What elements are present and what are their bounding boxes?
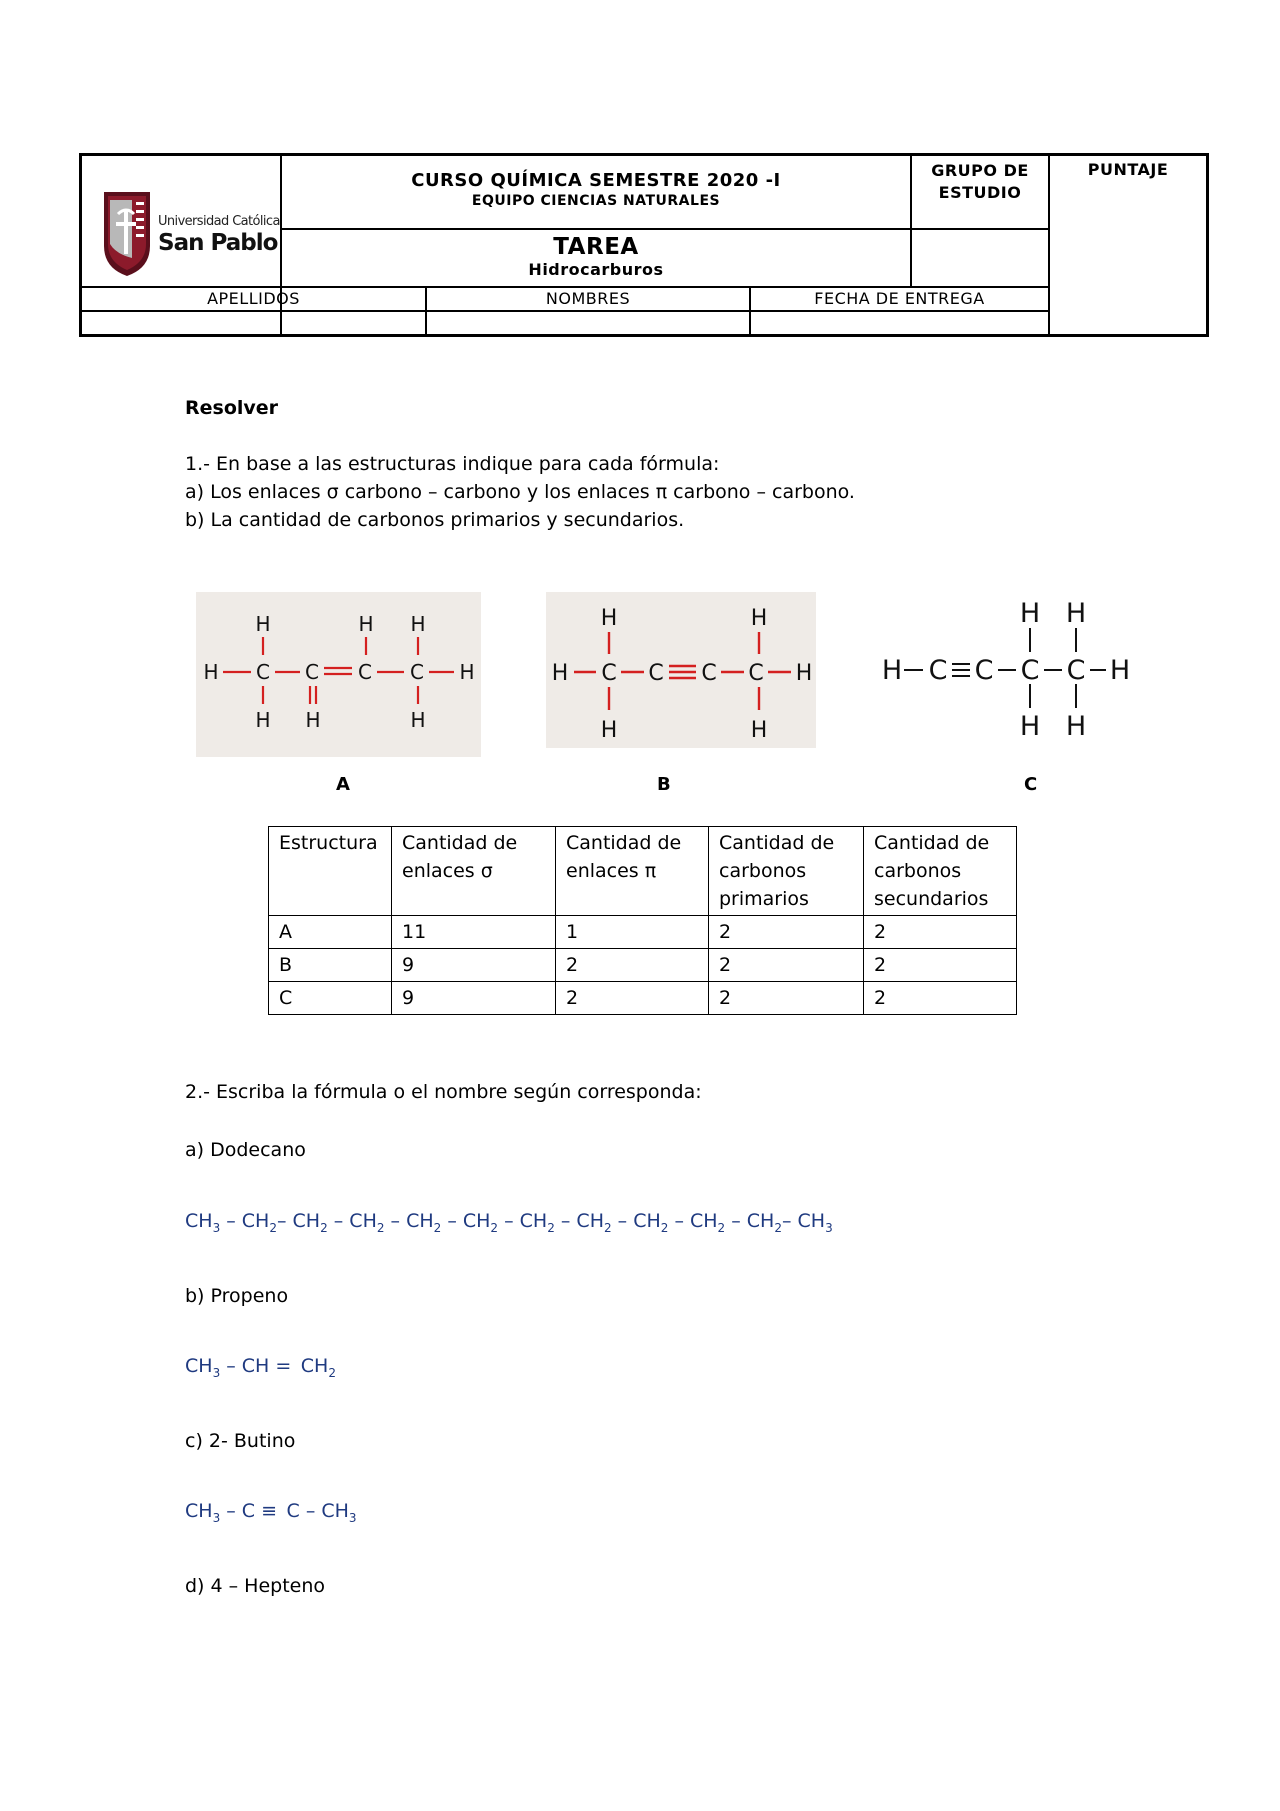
header-text: carbonos <box>874 860 962 882</box>
score-label: PUNTAJE <box>1087 160 1169 179</box>
header-text: primarios <box>719 888 809 910</box>
surname-field[interactable] <box>82 312 425 334</box>
atom-h: H <box>1019 711 1041 742</box>
question-2: 2.- Escriba la fórmula o el nombre según corresponda: <box>185 1081 702 1103</box>
molecule-b <box>546 592 816 748</box>
formula-text: – CH <box>781 1210 826 1232</box>
formula-text: – CH <box>725 1210 775 1232</box>
header-pi <box>556 827 709 916</box>
atom-c: C <box>305 660 319 684</box>
header-secundarios <box>864 827 1017 916</box>
header-text: Estructura <box>279 832 378 854</box>
header-sigma <box>392 827 556 916</box>
atom-c: C <box>358 660 372 684</box>
table-cell: 2 <box>864 916 1017 949</box>
formula-subscript: 2 <box>269 1220 277 1235</box>
formula-subscript: 2 <box>376 1220 385 1235</box>
molecule-c <box>878 592 1148 748</box>
atom-c: C <box>648 661 664 686</box>
table-cell: 9 <box>392 982 556 1015</box>
atom-h: H <box>600 606 618 631</box>
header-text: enlaces π <box>566 860 657 882</box>
table-cell: 2 <box>709 916 864 949</box>
formula-subscript: 3 <box>212 1510 221 1525</box>
logo-name-text: San Pablo <box>158 230 278 256</box>
surname-label: APELLIDOS <box>207 289 300 308</box>
formula-butino <box>185 1500 357 1525</box>
atom-c: C <box>701 661 717 686</box>
due-date-field[interactable] <box>751 312 1048 334</box>
atom-h: H <box>1109 655 1131 686</box>
header-text: enlaces σ <box>402 860 493 882</box>
molecule-a-label: A <box>336 774 350 795</box>
names-label: NOMBRES <box>545 289 631 308</box>
course-title: CURSO QUÍMICA SEMESTRE 2020 -I <box>411 170 781 191</box>
formula-text: – CH <box>327 1210 377 1232</box>
grupo-line1: GRUPO DE <box>931 161 1029 180</box>
atom-c: C <box>256 660 270 684</box>
table-row <box>269 949 1017 982</box>
header-text: Cantidad de <box>402 832 518 854</box>
atom-h: H <box>750 718 768 743</box>
atom-h: H <box>358 612 374 636</box>
question-2c: c) 2- Butino <box>185 1430 296 1452</box>
formula-subscript: 2 <box>320 1220 328 1235</box>
resolver-heading: Resolver <box>185 397 279 419</box>
header-text: Cantidad de <box>874 832 990 854</box>
atom-h: H <box>1065 598 1087 629</box>
course-team: EQUIPO CIENCIAS NATURALES <box>471 193 721 209</box>
header-text: secundarios <box>874 888 989 910</box>
formula-subscript: 2 <box>328 1365 336 1380</box>
formula-text: CH <box>185 1500 213 1522</box>
formula-subscript: 2 <box>433 1220 442 1235</box>
names-field[interactable] <box>427 312 749 334</box>
formula-text: – CH = CH <box>220 1355 329 1377</box>
atom-c: C <box>410 660 424 684</box>
bonds-table <box>268 826 1017 1015</box>
header-text: carbonos <box>719 860 807 882</box>
molecule-c-label: C <box>1024 774 1038 795</box>
atom-h: H <box>203 660 219 684</box>
table-cell: 2 <box>556 949 709 982</box>
table-cell: A <box>269 916 392 949</box>
table-cell: 11 <box>392 916 556 949</box>
table-row <box>269 916 1017 949</box>
table-cell: 2 <box>864 982 1017 1015</box>
molecule-b-label: B <box>657 774 671 795</box>
atom-h: H <box>750 606 768 631</box>
atom-h: H <box>1019 598 1041 629</box>
formula-text: CH <box>185 1355 213 1377</box>
study-group-label <box>912 156 1048 228</box>
atom-h: H <box>795 661 813 686</box>
formula-text: – CH <box>276 1210 321 1232</box>
question-1: 1.- En base a las estructuras indique para cada fórmula: <box>185 453 720 475</box>
header-text: Cantidad de <box>566 832 682 854</box>
atom-h: H <box>255 708 271 732</box>
atom-h: H <box>410 708 426 732</box>
formula-text: – CH <box>554 1210 604 1232</box>
atom-h: H <box>410 612 426 636</box>
formula-text: – CH <box>220 1210 270 1232</box>
formula-subscript: 3 <box>212 1220 221 1235</box>
grupo-line2: ESTUDIO <box>938 183 1022 202</box>
atom-c: C <box>748 661 764 686</box>
question-2b: b) Propeno <box>185 1285 289 1307</box>
formula-text: – CH <box>611 1210 661 1232</box>
atom-c: C <box>1066 655 1086 686</box>
atom-c: C <box>1020 655 1040 686</box>
table-cell: 9 <box>392 949 556 982</box>
atom-c: C <box>928 655 948 686</box>
formula-subscript: 2 <box>603 1220 612 1235</box>
header-table <box>79 153 1209 337</box>
table-cell: 2 <box>864 949 1017 982</box>
atom-h: H <box>255 612 271 636</box>
table-header-row <box>269 827 1017 916</box>
formula-subscript: 2 <box>660 1220 669 1235</box>
formula-subscript: 3 <box>825 1220 833 1235</box>
atom-c: C <box>974 655 994 686</box>
formula-text: – CH <box>668 1210 718 1232</box>
formula-text: – CH <box>498 1210 548 1232</box>
formula-subscript: 2 <box>717 1220 726 1235</box>
atom-h: H <box>881 655 903 686</box>
molecule-a <box>196 592 481 757</box>
formula-text: CH <box>185 1210 213 1232</box>
formula-subscript: 2 <box>547 1220 555 1235</box>
shield-icon <box>102 188 152 278</box>
formula-subscript: 3 <box>212 1365 221 1380</box>
question-2a: a) Dodecano <box>185 1139 306 1161</box>
question-1b: b) La cantidad de carbonos primarios y secundarios. <box>185 509 685 531</box>
task-title: TAREA <box>553 234 639 260</box>
table-row <box>269 982 1017 1015</box>
task-topic: Hidrocarburos <box>528 260 664 279</box>
formula-text: – CH <box>384 1210 434 1232</box>
table-cell: B <box>269 949 392 982</box>
atom-h: H <box>305 708 321 732</box>
header-text <box>402 829 545 857</box>
formula-subscript: 3 <box>348 1510 357 1525</box>
atom-h: H <box>600 718 618 743</box>
task-cell <box>282 230 910 286</box>
header-estructura <box>269 827 392 916</box>
header-primarios <box>709 827 864 916</box>
formula-subscript: 2 <box>490 1220 499 1235</box>
formula-dodecano <box>185 1210 833 1235</box>
formula-text: – CH <box>441 1210 491 1232</box>
atom-h: H <box>1065 711 1087 742</box>
atom-h: H <box>459 660 475 684</box>
course-cell <box>282 156 910 228</box>
atom-c: C <box>601 661 617 686</box>
table-cell: 2 <box>709 949 864 982</box>
due-date-label: FECHA DE ENTREGA <box>814 289 985 308</box>
header-text: Cantidad de <box>719 832 835 854</box>
logo-university-text: Universidad Católica <box>158 214 280 229</box>
university-logo <box>82 156 280 286</box>
formula-text: – C ≡ C – CH <box>220 1500 349 1522</box>
formula-propeno <box>185 1355 336 1380</box>
question-1a: a) Los enlaces σ carbono – carbono y los enlaces π carbono – carbono. <box>185 481 855 503</box>
table-cell: 2 <box>556 982 709 1015</box>
question-2d: d) 4 – Hepteno <box>185 1575 326 1597</box>
table-cell: C <box>269 982 392 1015</box>
atom-h: H <box>551 661 569 686</box>
formula-subscript: 2 <box>774 1220 782 1235</box>
table-cell: 2 <box>709 982 864 1015</box>
table-cell: 1 <box>556 916 709 949</box>
